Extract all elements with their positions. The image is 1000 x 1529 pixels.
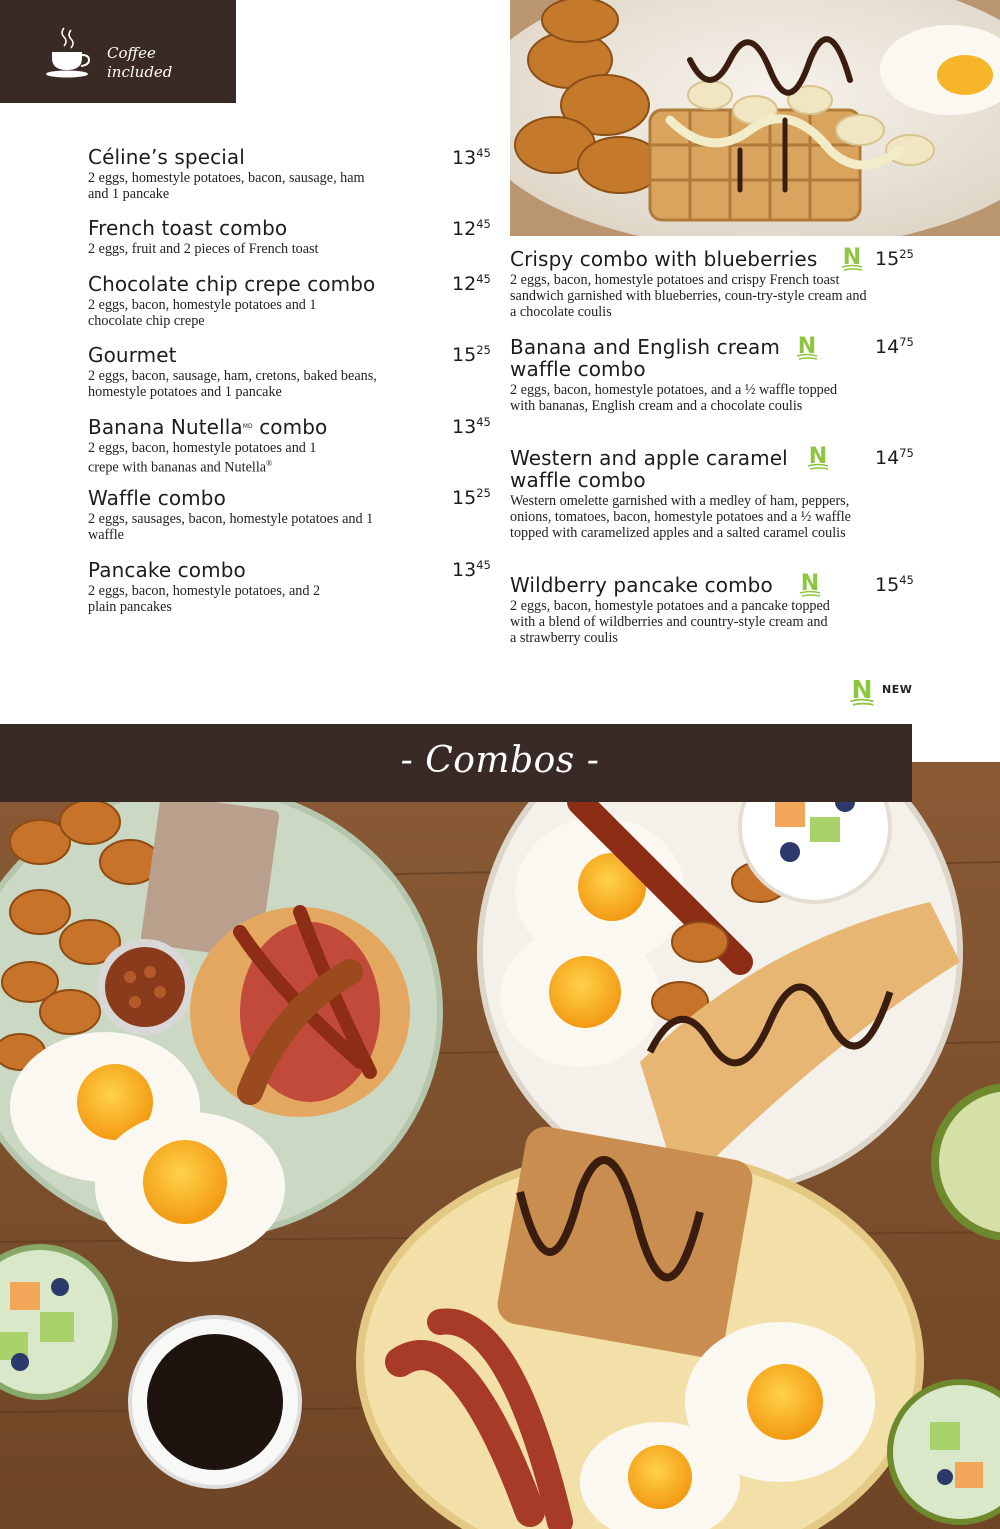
item-name-line2: waffle combo bbox=[510, 468, 646, 492]
new-badge-icon bbox=[840, 244, 864, 272]
item-price: $13^{45}$ bbox=[452, 146, 491, 169]
menu-item-crispy-combo-blueberries bbox=[510, 248, 870, 320]
item-name: Banana Nutella$^{MD}$ combo bbox=[88, 415, 328, 439]
new-badge-icon bbox=[795, 333, 819, 361]
item-name: Crispy combo with blueberries bbox=[510, 247, 818, 271]
item-description: 2 eggs, bacon, homestyle potatoes and crispy French toast sandwich garnished with blueberries, coun-try-style cream and a chocolate coulis bbox=[510, 272, 867, 320]
coffee-included-badge bbox=[0, 0, 236, 103]
item-description: 2 eggs, bacon, sausage, ham, cretons, baked beans, homestyle potatoes and 1 pancake bbox=[88, 368, 377, 400]
item-price: $12^{45}$ bbox=[452, 217, 491, 240]
new-badge-icon bbox=[848, 675, 876, 707]
item-price: $13^{45}$ bbox=[452, 415, 491, 438]
item-name: Banana and English cream bbox=[510, 335, 780, 359]
menu-item-banana-nutella-combo bbox=[88, 416, 428, 476]
item-description: 2 eggs, bacon, homestyle potatoes, and a ½ waffle topped with bananas, English cream and a chocolate coulis bbox=[510, 382, 838, 414]
svg-text:N: N bbox=[808, 444, 828, 469]
item-price: $12^{45}$ bbox=[452, 272, 491, 295]
combos-title: - Combos - bbox=[400, 740, 600, 781]
item-name: French toast combo bbox=[88, 216, 288, 240]
waffle-photo bbox=[510, 0, 1000, 236]
item-description: Western omelette garnished with a medley of ham, peppers, onions, tomatoes, bacon, homestyle potatoes and a ½ waffle topped with caramelized apples and a salted caramel coulis bbox=[510, 493, 851, 541]
menu-item-celines-special bbox=[88, 146, 428, 202]
item-name: Chocolate chip crepe combo bbox=[88, 272, 376, 296]
menu-item-pancake-combo bbox=[88, 559, 428, 615]
item-price: $14^{75}$ bbox=[875, 335, 914, 358]
new-legend-label: NEW bbox=[882, 683, 913, 696]
new-badge-icon bbox=[806, 443, 830, 471]
item-name-line2: waffle combo bbox=[510, 357, 646, 381]
item-price: $14^{75}$ bbox=[875, 446, 914, 469]
item-price: $15^{25}$ bbox=[452, 343, 491, 366]
combos-banner bbox=[0, 724, 912, 802]
item-description: 2 eggs, bacon, homestyle potatoes and a pancake topped with a blend of wildberries and country-style cream and a strawberry coulis bbox=[510, 598, 830, 646]
new-legend bbox=[848, 675, 918, 707]
item-name: Pancake combo bbox=[88, 558, 246, 582]
item-name: Gourmet bbox=[88, 343, 177, 367]
menu-item-gourmet bbox=[88, 344, 428, 400]
item-name: Western and apple caramel bbox=[510, 446, 788, 470]
menu-item-chocolate-chip-crepe-combo bbox=[88, 273, 428, 329]
item-name: Wildberry pancake combo bbox=[510, 573, 773, 597]
item-price: $15^{25}$ bbox=[875, 247, 914, 270]
breakfast-combos-photo bbox=[0, 762, 1000, 1529]
menu-item-waffle-combo bbox=[88, 487, 428, 543]
item-price: $15^{45}$ bbox=[875, 573, 914, 596]
svg-text:N: N bbox=[851, 675, 873, 704]
coffee-cup-icon bbox=[44, 24, 92, 80]
item-name: Waffle combo bbox=[88, 486, 226, 510]
item-description: 2 eggs, fruit and 2 pieces of French toast bbox=[88, 241, 319, 257]
item-description: 2 eggs, homestyle potatoes, bacon, sausage, ham and 1 pancake bbox=[88, 170, 365, 202]
item-description: 2 eggs, bacon, homestyle potatoes and 1 chocolate chip crepe bbox=[88, 297, 317, 329]
item-description: 2 eggs, bacon, homestyle potatoes, and 2 plain pancakes bbox=[88, 583, 321, 615]
item-description: 2 eggs, sausages, bacon, homestyle potatoes and 1 waffle bbox=[88, 511, 374, 543]
svg-text:N: N bbox=[797, 334, 817, 359]
menu-item-french-toast-combo bbox=[88, 217, 428, 257]
item-description: 2 eggs, bacon, homestyle potatoes and 1 crepe with bananas and Nutella® bbox=[88, 440, 317, 476]
svg-text:N: N bbox=[842, 245, 862, 270]
new-badge-icon bbox=[798, 570, 822, 598]
item-name: Céline’s special bbox=[88, 145, 245, 169]
item-price: $13^{45}$ bbox=[452, 558, 491, 581]
coffee-included-label: Coffee included bbox=[107, 44, 173, 81]
svg-text:N: N bbox=[800, 571, 820, 596]
item-price: $15^{25}$ bbox=[452, 486, 491, 509]
